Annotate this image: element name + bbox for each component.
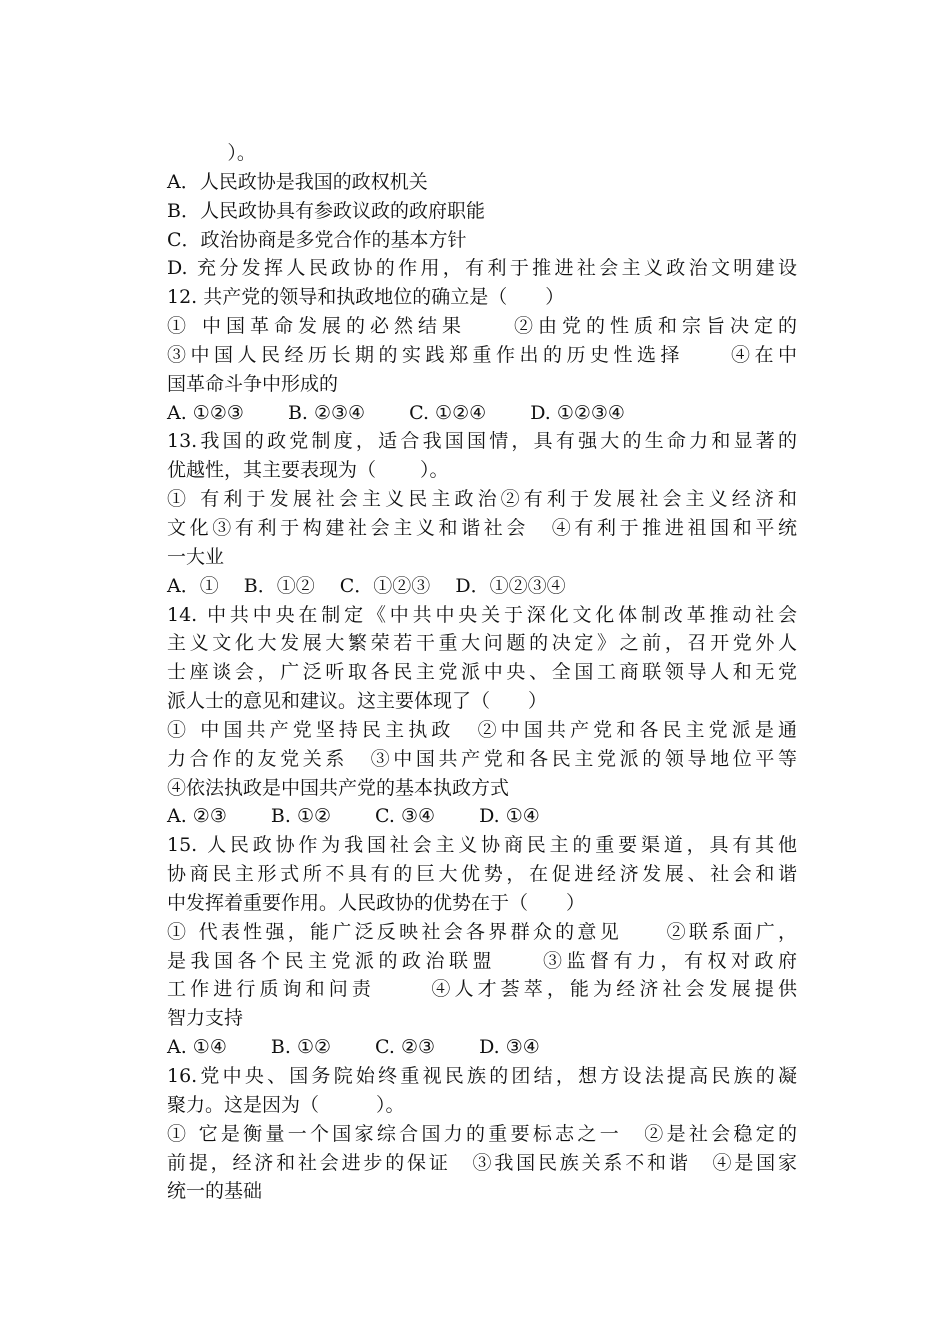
question-line: 13.我国的政党制度，适合我国国情，具有强大的生命力和显著的 <box>167 430 797 453</box>
statement-line: ④依法执政是中国共产党的基本执政方式 <box>167 776 510 799</box>
option-line: A. ②③ B. ①② C. ③④ D. ①④ <box>167 805 540 828</box>
statement-line: 统一的基础 <box>167 1180 263 1203</box>
question-line: 中发挥着重要作用。人民政协的优势在于（ ） <box>167 891 586 914</box>
statement-line: ③中国人民经历长期的实践郑重作出的历史性选择 ④在中 <box>167 343 797 366</box>
question-line: 12. 共产党的领导和执政地位的确立是（ ） <box>167 286 565 309</box>
statement-line: ① 中国共产党坚持民主执政 ②中国共产党和各民主党派是通 <box>167 718 797 741</box>
statement-line: 前提，经济和社会进步的保证 ③我国民族关系不和谐 ④是国家 <box>167 1151 797 1174</box>
statement-line: 工作进行质询和问责 ④人才荟萃，能为经济社会发展提供 <box>167 978 797 1001</box>
statement-line: 文化③有利于构建社会主义和谐社会 ④有利于推进祖国和平统 <box>167 516 797 539</box>
question-line: 聚力。这是因为（ ）。 <box>167 1093 405 1116</box>
option-line: A. ①②③ B. ②③④ C. ①②④ D. ①②③④ <box>167 401 625 424</box>
option-line: B．人民政协具有参政议政的政府职能 <box>167 199 485 222</box>
statement-line: 智力支持 <box>167 1007 244 1030</box>
statement-line: ① 中国革命发展的必然结果 ②由党的性质和宗旨决定的 <box>167 315 797 338</box>
statement-line: ① 代表性强，能广泛反映社会各界群众的意见 ②联系面广， <box>167 920 797 943</box>
question-line: 派人士的意见和建议。这主要体现了（ ） <box>167 690 548 713</box>
option-line: A. ①④ B. ①② C. ②③ D. ③④ <box>167 1036 540 1059</box>
question-line: 优越性，其主要表现为（ ）。 <box>167 459 449 482</box>
question-line: 士座谈会，广泛听取各民主党派中央、全国工商联领导人和无党 <box>167 661 797 684</box>
question-line: 协商民主形式所不具有的巨大优势，在促进经济发展、社会和谐 <box>167 863 797 886</box>
statement-line: ① 有利于发展社会主义民主政治②有利于发展社会主义经济和 <box>167 488 797 511</box>
statement-line: 力合作的友党关系 ③中国共产党和各民主党派的领导地位平等 <box>167 747 797 770</box>
statement-line: 一大业 <box>167 545 225 568</box>
option-line: A．① B．①② C．①②③ D．①②③④ <box>167 574 566 597</box>
question-line: 主义文化大发展大繁荣若干重大问题的决定》之前，召开党外人 <box>167 632 797 655</box>
question-line: 16.党中央、国务院始终重视民族的团结，想方设法提高民族的凝 <box>167 1065 797 1087</box>
document-page <box>167 139 797 1206</box>
statement-line: ① 它是衡量一个国家综合国力的重要标志之一 ②是社会稳定的 <box>167 1122 797 1145</box>
question-line: 14. 中共中央在制定《中共中央关于深化文化体制改革推动社会 <box>167 603 797 626</box>
text-line: ）。 <box>167 142 256 164</box>
option-line: A．人民政协是我国的政权机关 <box>167 170 428 193</box>
option-line: C．政治协商是多党合作的基本方针 <box>167 228 467 251</box>
option-line: D. 充分发挥人民政协的作用，有利于推进社会主义政治文明建设 <box>167 257 797 280</box>
question-line: 15. 人民政协作为我国社会主义协商民主的重要渠道，具有其他 <box>167 834 797 857</box>
statement-line: 国革命斗争中形成的 <box>167 372 339 395</box>
statement-line: 是我国各个民主党派的政治联盟 ③监督有力，有权对政府 <box>167 949 797 972</box>
